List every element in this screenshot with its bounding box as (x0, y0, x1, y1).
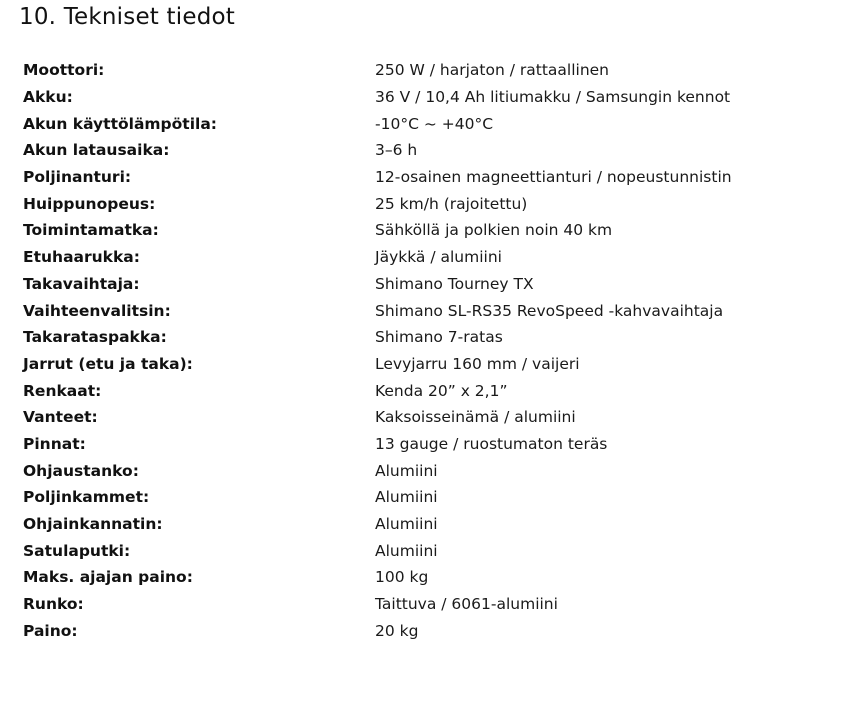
spec-value: Alumiini (375, 541, 438, 560)
spec-value: Kenda 20” x 2,1” (375, 381, 508, 400)
page-title: 10. Tekniset tiedot (19, 4, 235, 30)
spec-label: Akun latausaika: (23, 141, 170, 160)
spec-row (23, 591, 823, 618)
spec-row (23, 297, 823, 324)
spec-value: -10°C ~ +40°C (375, 114, 494, 133)
spec-value: 25 km/h (rajoitettu) (375, 194, 528, 213)
spec-row (23, 404, 823, 431)
spec-label: Poljinanturi: (23, 168, 132, 187)
spec-row (23, 484, 823, 511)
spec-row (23, 377, 823, 404)
spec-table (23, 57, 823, 644)
spec-label: Jarrut (etu ja taka): (23, 354, 193, 373)
spec-row (23, 110, 823, 137)
spec-row (23, 617, 823, 644)
spec-value: Jäykkä / alumiini (375, 248, 502, 267)
spec-label: Ohjainkannatin: (23, 515, 163, 534)
spec-label: Renkaat: (23, 381, 102, 400)
spec-value: 12-osainen magneettianturi / nopeustunnistin (375, 168, 732, 187)
spec-label: Etuhaarukka: (23, 248, 140, 267)
spec-label: Satulaputki: (23, 541, 131, 560)
spec-label: Takavaihtaja: (23, 274, 140, 293)
spec-row (23, 84, 823, 111)
spec-label: Akku: (23, 88, 73, 107)
spec-label: Takarataspakka: (23, 328, 167, 347)
spec-label: Runko: (23, 595, 84, 614)
spec-row (23, 537, 823, 564)
spec-row (23, 457, 823, 484)
spec-value: Taittuva / 6061-alumiini (375, 595, 558, 614)
spec-row (23, 324, 823, 351)
spec-value: 13 gauge / ruostumaton teräs (375, 434, 608, 453)
spec-label: Poljinkammet: (23, 488, 150, 507)
spec-value: Sähköllä ja polkien noin 40 km (375, 221, 613, 240)
spec-value: 36 V / 10,4 Ah litiumakku / Samsungin kennot (375, 88, 731, 107)
spec-row (23, 271, 823, 298)
spec-table-body (23, 57, 823, 644)
spec-value: Shimano Tourney TX (375, 274, 534, 293)
spec-label: Vanteet: (23, 408, 98, 427)
spec-value: Shimano SL-RS35 RevoSpeed -kahvavaihtaja (375, 301, 724, 320)
spec-label: Toimintamatka: (23, 221, 159, 240)
spec-row (23, 164, 823, 191)
spec-label: Moottori: (23, 61, 105, 80)
spec-value: 250 W / harjaton / rattaallinen (375, 61, 609, 80)
spec-label: Pinnat: (23, 434, 86, 453)
spec-value: Shimano 7-ratas (375, 328, 503, 347)
spec-label: Vaihteenvalitsin: (23, 301, 171, 320)
spec-row (23, 511, 823, 538)
spec-row (23, 431, 823, 458)
spec-row (23, 244, 823, 271)
spec-value: 100 kg (375, 568, 429, 587)
spec-label: Maks. ajajan paino: (23, 568, 193, 587)
spec-label: Paino: (23, 621, 78, 640)
spec-row (23, 190, 823, 217)
spec-value: Levyjarru 160 mm / vaijeri (375, 354, 580, 373)
spec-row (23, 351, 823, 378)
spec-value: Alumiini (375, 461, 438, 480)
spec-value: 20 kg (375, 621, 419, 640)
spec-value: Kaksoisseinämä / alumiini (375, 408, 576, 427)
spec-row (23, 564, 823, 591)
spec-label: Ohjaustanko: (23, 461, 139, 480)
spec-row (23, 137, 823, 164)
spec-value: Alumiini (375, 488, 438, 507)
spec-label: Akun käyttölämpötila: (23, 114, 217, 133)
spec-label: Huippunopeus: (23, 194, 156, 213)
spec-value: Alumiini (375, 515, 438, 534)
spec-row (23, 57, 823, 84)
spec-row (23, 217, 823, 244)
spec-value: 3–6 h (375, 141, 418, 160)
